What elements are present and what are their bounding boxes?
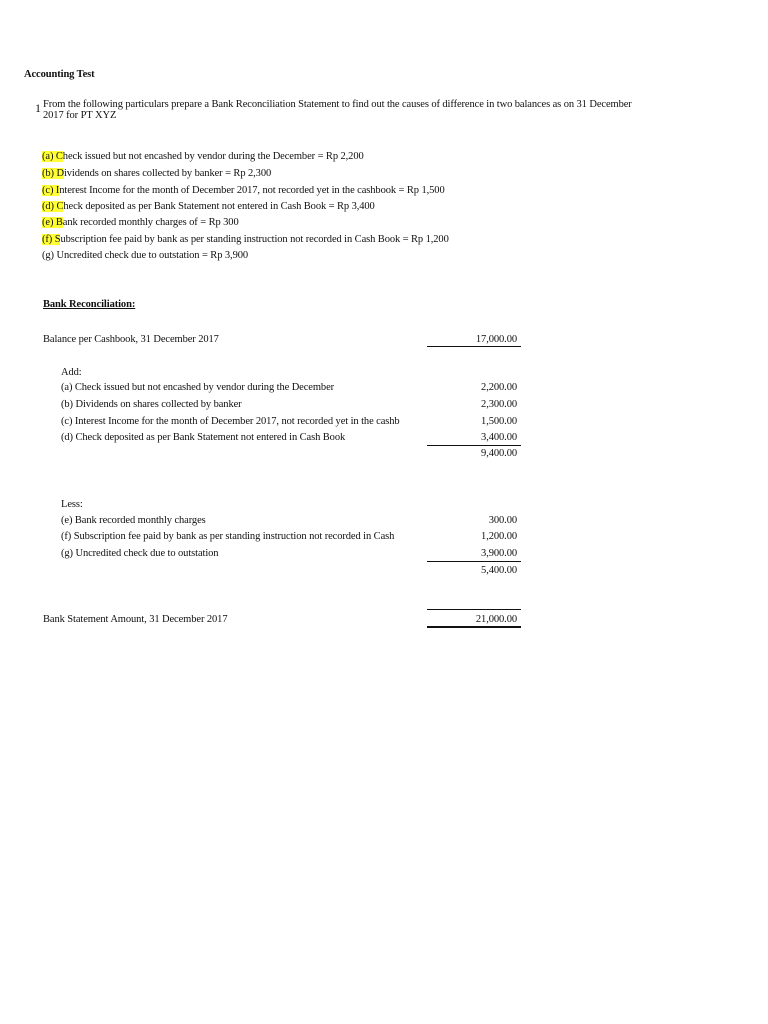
item-c-prefix: (c) I [42,185,60,196]
add-row-c-label: (c) Interest Income for the month of December 2017, not recorded yet in the cashb [61,416,400,427]
particular-item-f [42,234,449,245]
less-row-f-label: (f) Subscription fee paid by bank as per standing instruction not recorded in Cash [61,531,395,542]
add-row-a-value: 2,200.00 [481,382,517,393]
less-row-e-value: 300.00 [488,515,517,526]
item-e-text: ank recorded monthly charges of = Rp 300 [62,217,239,228]
reconciliation-title: Bank Reconciliation: [43,299,136,310]
item-f-text: ubscription fee paid by bank as per standing instruction not recorded in Cash Book = Rp 1,200 [60,234,449,245]
balance-cashbook-label: Balance per Cashbook, 31 December 2017 [43,334,219,345]
add-row-b-label: (b) Dividends on shares collected by banker [61,399,242,410]
less-row-e-label: (e) Bank recorded monthly charges [61,515,206,526]
bank-statement-label: Bank Statement Amount, 31 December 2017 [43,614,228,625]
item-f-prefix: (f) S [42,234,61,245]
add-row-c-value: 1,500.00 [481,416,517,427]
add-subtotal-line [427,445,521,446]
add-row-d-value: 3,400.00 [481,432,517,443]
item-c-text: nterest Income for the month of December 2017, not recorded yet in the cashbook = Rp 1,500 [59,185,445,196]
item-b-text: ividends on shares collected by banker = Rp 2,300 [63,168,272,179]
particular-item-b [42,168,271,179]
item-d-text: heck deposited as per Bank Statement not entered in Cash Book = Rp 3,400 [63,201,375,212]
particular-item-e [42,217,239,228]
particular-item-d [42,201,375,212]
balance-underline [427,346,521,347]
less-total-value: 5,400.00 [481,565,517,576]
add-row-b-value: 2,300.00 [481,399,517,410]
add-label: Add: [61,367,82,378]
less-row-g-value: 3,900.00 [481,548,517,559]
item-a-text: heck issued but not encashed by vendor during the December = Rp 2,200 [62,151,364,162]
bank-statement-value: 21,000.00 [475,614,517,625]
less-label: Less: [61,499,83,510]
less-row-f-value: 1,200.00 [481,531,517,542]
item-a-prefix: (a) C [42,151,63,162]
document-title: Accounting Test [24,69,95,80]
add-row-d-label: (d) Check deposited as per Bank Statement not entered in Cash Book [61,432,346,443]
particular-item-g [42,250,248,261]
particular-item-c [42,185,445,196]
item-b-prefix: (b) D [42,168,64,179]
item-d-prefix: (d) C [42,201,64,212]
less-row-g-label: (g) Uncredited check due to outstation [61,548,219,559]
item-e-prefix: (e) B [42,217,63,228]
bank-double-underline [427,626,521,628]
less-subtotal-line [427,561,521,562]
particular-item-a [42,151,364,162]
question-text: From the following particulars prepare a Bank Reconciliation Statement to find out the causes of difference in two balances as on 31 December 2017 for PT XYZ [43,99,632,121]
bank-top-line [427,609,521,610]
add-row-a-label: (a) Check issued but not encashed by vendor during the December [61,382,335,393]
add-total-value: 9,400.00 [481,448,517,459]
balance-cashbook-value: 17,000.00 [475,334,517,345]
item-g-prefix: (g) U [42,250,64,261]
item-g-text: ncredited check due to outstation = Rp 3,900 [63,250,249,261]
question-number: 1 [35,101,41,115]
